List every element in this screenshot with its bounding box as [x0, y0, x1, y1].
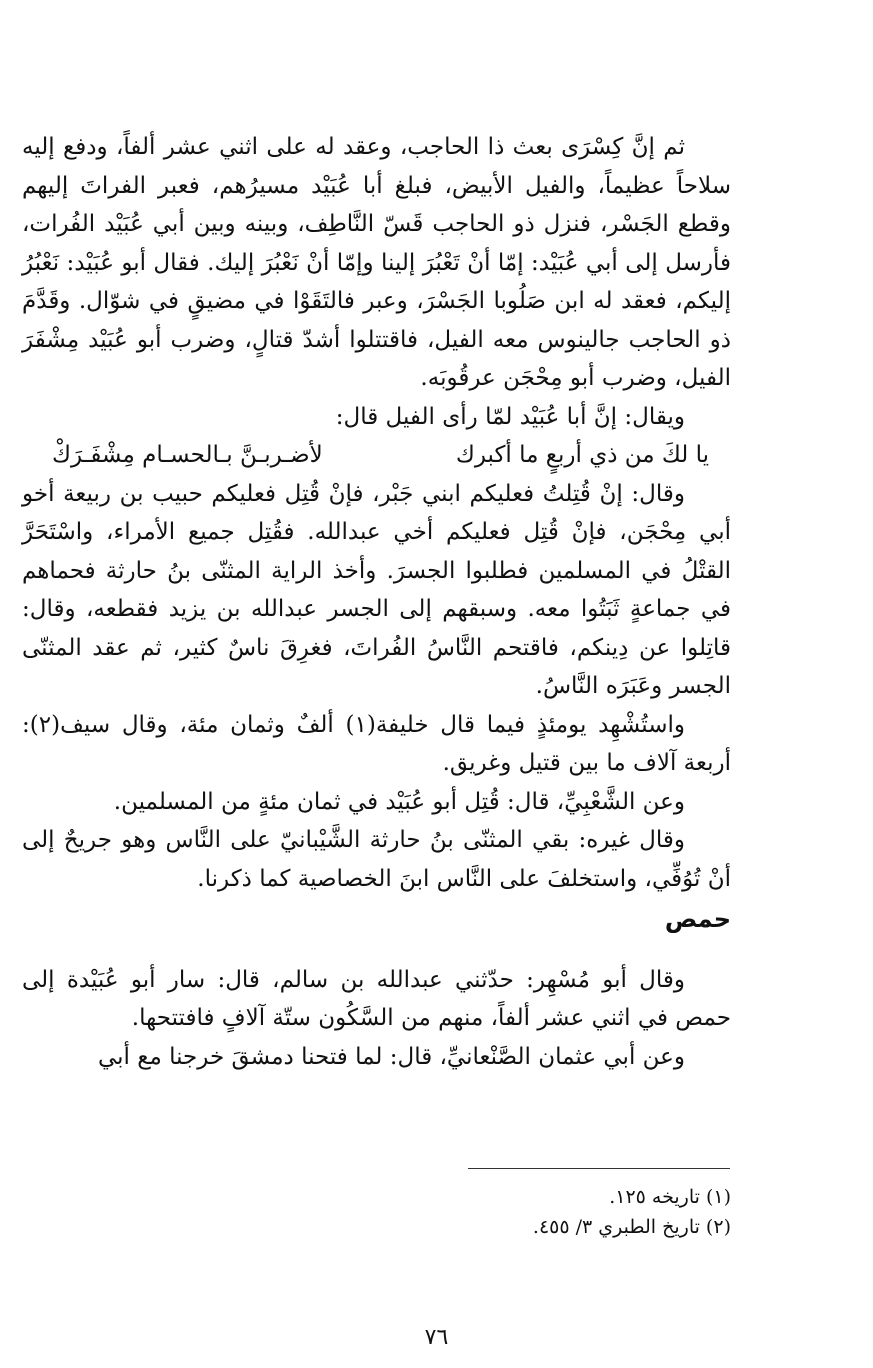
paragraph-1: ثم إنَّ كِسْرَى بعث ذا الحاجب، وعقد له على اثني عشر ألفاً، ودفع إليه سلاحاً عظيماً، والفيل الأبيض، فبلغ أبا عُبَيْد مسيرُهم، فعبر الفراتَ إليهم وقطع الجَسْر، فنزل ذو الحاجب قَسّ النَّاطِف، وبينه وبين أبي عُبَيْد الفُرات، فأرسل إلى أبي عُبَيْد: إمّا أنْ تَعْبُرَ إلينا وإمّا أنْ نَعْبُرَ إليك. فقال أبو عُبَيْد: نَعْبُرُ إليكم، فعقد له ابن صَلُوبا الجَسْرَ، وعبر فالتَقَوْا في مضيقٍ في شوّال. وقَدَّمَ ذو الحاجب جالينوس معه الفيل، فاقتتلوا أشدّ قتالٍ، وضرب أبو عُبَيْد مِشْفَرَ الفيل، وضرب أبو مِحْجَن عرقُوبَه. — [22, 134, 731, 391]
footnote-divider — [468, 1168, 730, 1169]
footnotes — [22, 1182, 731, 1242]
verse-first-hemistich: يا لكَ من ذي أربعٍ ما أكبرك — [455, 442, 709, 468]
paragraph-2: ويقال: إنَّ أبا عُبَيْد لمّا رأى الفيل قال: — [335, 403, 685, 430]
footnote-1: (١) تاريخه ١٢٥. — [609, 1186, 731, 1208]
paragraph-8: وعن أبي عثمان الصَّنْعانيِّ، قال: لما فتحنا دمشقَ خرجنا مع أبي — [97, 1043, 685, 1070]
paragraph-3: وقال: إنْ قُتِلتُ فعليكم ابني جَبْر، فإنْ قُتِل فعليكم حبيب بن ربيعة أخو أبي مِحْجَن، فإنْ قُتِل فعليكم أخي عبدالله. فقُتِل جميع الأمراء، واسْتَحَرَّ القتْلُ في المسلمين فطلبوا الجسرَ. وأخذ الراية المثنّى بنُ حارثة فحماهم في جماعةٍ ثَبَتُوا معه. وسبقهم إلى الجسر عبدالله بن يزيد فقطعه، وقال: قاتِلوا عن دِينكم، فاقتحم النَّاسُ الفُراتَ، فغرِقَ ناسٌ كثير، ثم عقد المثنّى الجسر وعَبَرَه النَّاسُ. — [22, 480, 731, 699]
poem-verse — [22, 436, 731, 475]
paragraph-6: وقال غيره: بقي المثنّى بنُ حارثة الشَّيْبانيّ على النَّاس وهو جريحٌ إلى أنْ تُوُفِّي، واستخلفَ على النَّاس ابنَ الخصاصية كما ذكرنا. — [22, 827, 731, 892]
page-number: ٧٦ — [424, 1325, 449, 1350]
verse-second-hemistich: لأضـربـنَّ بـالحسـام مِشْفَـرَكْ — [52, 442, 323, 468]
main-text — [22, 128, 731, 1076]
paragraph-4: واستُشْهِد يومئذٍ فيما قال خليفة(١) ألفٌ وثمان مئة، وقال سيف(٢): أربعة آلاف ما بين قتيل وغريق. — [22, 711, 731, 776]
paragraph-7: وقال أبو مُسْهِر: حدّثني عبدالله بن سالم، قال: سار أبو عُبَيْدة إلى حمص في اثني عشر ألفاً، منهم من السَّكُون ستّة آلافٍ فافتتحها. — [22, 966, 731, 1031]
section-heading: حمص — [664, 905, 731, 933]
paragraph-5: وعن الشَّعْبِيِّ، قال: قُتِل أبو عُبَيْد في ثمان مئةٍ من المسلمين. — [113, 788, 685, 815]
footnote-2: (٢) تاريخ الطبري ٣/ ٤٥٥. — [532, 1216, 731, 1238]
